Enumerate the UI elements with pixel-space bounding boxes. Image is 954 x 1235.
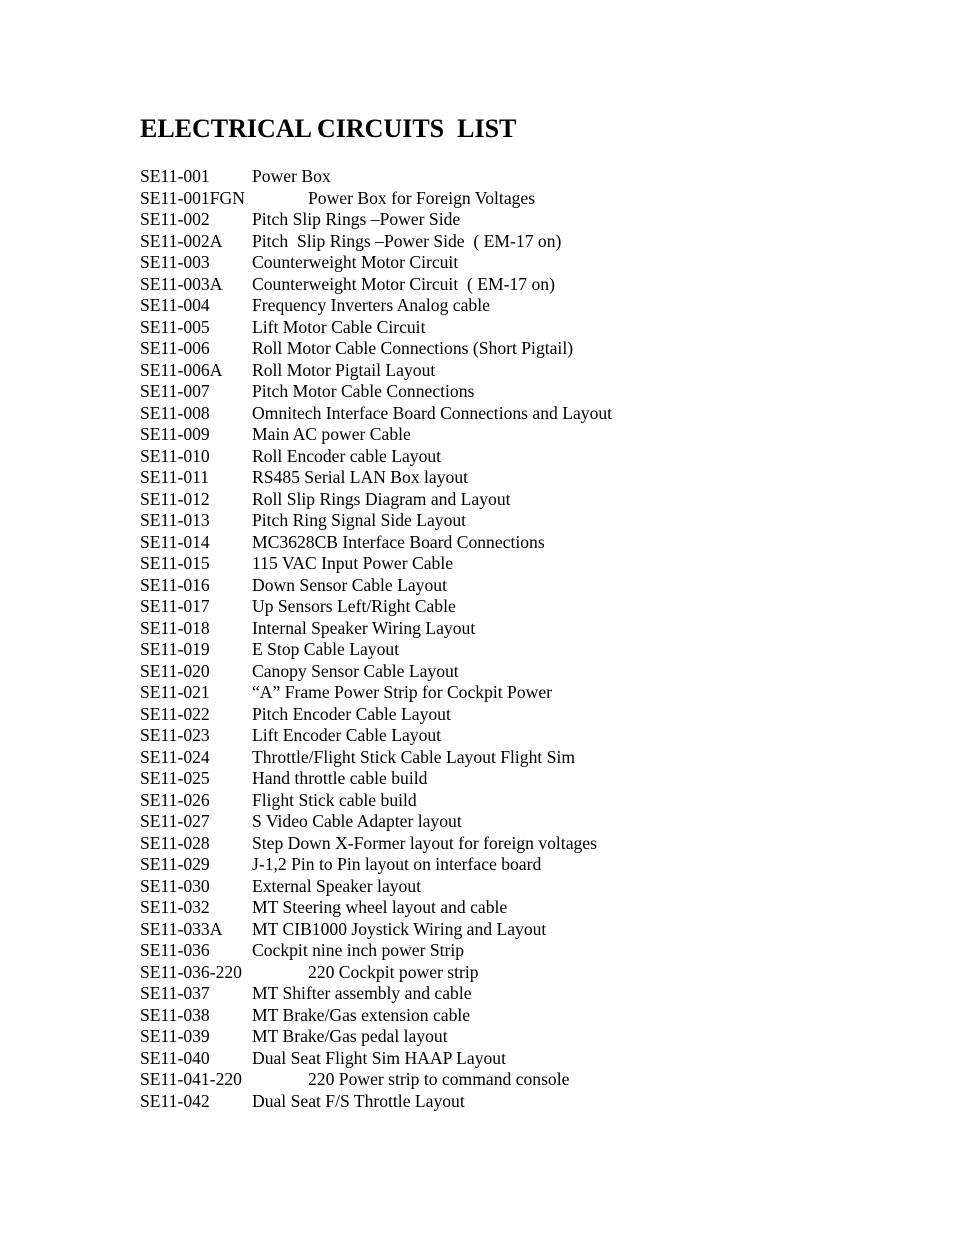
circuit-code: SE11-015 (140, 553, 210, 573)
circuit-description: Step Down X-Former layout for foreign voltages (252, 832, 597, 853)
circuit-code: SE11-036-220 (140, 961, 242, 982)
list-item (140, 553, 920, 575)
list-item (140, 467, 920, 489)
circuit-code: SE11-023 (140, 725, 210, 745)
circuit-description: Internal Speaker Wiring Layout (252, 617, 476, 638)
circuit-code: SE11-003 (140, 252, 210, 272)
circuit-code: SE11-017 (140, 596, 210, 616)
circuit-code: SE11-041-220 (140, 1069, 242, 1089)
circuit-code: SE11-006 (140, 338, 210, 358)
circuit-description: J-1,2 Pin to Pin layout on interface board (252, 854, 542, 874)
circuit-description: Down Sensor Cable Layout (252, 574, 447, 595)
circuit-code: SE11-012 (140, 488, 210, 509)
list-item (140, 1026, 920, 1048)
circuit-description: Lift Encoder Cable Layout (252, 725, 442, 745)
list-item (140, 811, 920, 833)
circuit-description: Main AC power Cable (252, 424, 411, 444)
circuit-description: MT Shifter assembly and cable (252, 983, 472, 1003)
circuit-code: SE11-033A (140, 918, 223, 939)
circuit-description: Pitch Slip Rings –Power Side (252, 209, 461, 229)
circuit-description: Power Box for Foreign Voltages (308, 187, 536, 208)
circuit-code: SE11-025 (140, 768, 210, 788)
circuit-code: SE11-006A (140, 359, 223, 380)
list-item (140, 596, 920, 618)
list-item (140, 854, 920, 876)
circuit-description: Throttle/Flight Stick Cable Layout Flight Sim (252, 746, 576, 767)
list-item (140, 274, 920, 296)
circuit-description: Pitch Encoder Cable Layout (252, 703, 451, 724)
circuit-description: External Speaker layout (252, 875, 422, 896)
circuit-description: MT Brake/Gas extension cable (252, 1004, 471, 1025)
circuit-code: SE11-016 (140, 574, 210, 595)
circuit-description: Dual Seat F/S Throttle Layout (252, 1090, 465, 1111)
circuit-description: Roll Encoder cable Layout (252, 445, 442, 466)
list-item (140, 166, 920, 188)
list-item (140, 661, 920, 683)
circuit-code: SE11-040 (140, 1047, 210, 1068)
list-item (140, 403, 920, 425)
list-item (140, 188, 920, 210)
circuit-description: Power Box (252, 166, 331, 186)
list-item (140, 1005, 920, 1027)
circuit-description: MT Brake/Gas pedal layout (252, 1026, 448, 1046)
circuit-description: RS485 Serial LAN Box layout (252, 467, 469, 487)
list-item (140, 833, 920, 855)
list-item (140, 424, 920, 446)
list-item (140, 532, 920, 554)
list-item (140, 360, 920, 382)
list-item (140, 295, 920, 317)
list-item (140, 1048, 920, 1070)
circuit-code: SE11-037 (140, 983, 210, 1003)
circuit-code: SE11-009 (140, 424, 210, 444)
circuit-description: Cockpit nine inch power Strip (252, 940, 465, 960)
list-item (140, 618, 920, 640)
circuit-description: Counterweight Motor Circuit ( EM-17 on) (252, 273, 555, 294)
circuit-code: SE11-039 (140, 1026, 210, 1046)
circuit-code: SE11-014 (140, 531, 210, 552)
list-item (140, 725, 920, 747)
circuit-list (140, 166, 920, 1112)
list-item (140, 790, 920, 812)
circuit-description: Canopy Sensor Cable Layout (252, 660, 459, 681)
circuit-code: SE11-024 (140, 746, 210, 767)
list-item (140, 317, 920, 339)
circuit-description: Counterweight Motor Circuit (252, 252, 459, 272)
circuit-code: SE11-032 (140, 897, 210, 917)
circuit-description: Hand throttle cable build (252, 768, 428, 788)
circuit-code: SE11-002A (140, 230, 223, 251)
list-item (140, 489, 920, 511)
circuit-description: Roll Slip Rings Diagram and Layout (252, 488, 511, 509)
circuit-description: MC3628CB Interface Board Connections (252, 531, 545, 552)
list-item (140, 252, 920, 274)
list-item (140, 338, 920, 360)
list-item (140, 575, 920, 597)
circuit-code: SE11-004 (140, 295, 210, 315)
list-item (140, 209, 920, 231)
list-item (140, 381, 920, 403)
circuit-code: SE11-002 (140, 209, 210, 229)
circuit-code: SE11-019 (140, 639, 210, 659)
circuit-code: SE11-028 (140, 832, 210, 853)
circuit-code: SE11-027 (140, 811, 210, 831)
circuit-description: E Stop Cable Layout (252, 639, 400, 659)
list-item (140, 876, 920, 898)
circuit-code: SE11-005 (140, 316, 210, 337)
circuit-code: SE11-026 (140, 789, 210, 810)
list-item (140, 983, 920, 1005)
circuit-code: SE11-038 (140, 1004, 210, 1025)
circuit-description: Roll Motor Cable Connections (Short Pigtail) (252, 338, 574, 358)
circuit-description: S Video Cable Adapter layout (252, 811, 462, 831)
circuit-code: SE11-011 (140, 467, 210, 487)
circuit-description: Pitch Slip Rings –Power Side ( EM-17 on) (252, 230, 562, 251)
circuit-code: SE11-007 (140, 381, 210, 401)
circuit-description: Omnitech Interface Board Connections and Layout (252, 402, 613, 423)
circuit-code: SE11-018 (140, 617, 210, 638)
circuit-description: Frequency Inverters Analog cable (252, 295, 490, 315)
circuit-description: 115 VAC Input Power Cable (252, 553, 454, 573)
list-item (140, 510, 920, 532)
circuit-code: SE11-001 (140, 166, 210, 186)
circuit-description: Pitch Motor Cable Connections (252, 381, 475, 401)
circuit-code: SE11-042 (140, 1090, 210, 1111)
circuit-description: 220 Cockpit power strip (308, 961, 479, 982)
circuit-description: 220 Power strip to command console (308, 1069, 570, 1089)
circuit-description: Roll Motor Pigtail Layout (252, 359, 436, 380)
circuit-code: SE11-029 (140, 854, 210, 874)
circuit-description: Lift Motor Cable Circuit (252, 316, 426, 337)
circuit-code: SE11-008 (140, 402, 210, 423)
document-title: ELECTRICAL CIRCUITS LIST (140, 114, 517, 143)
list-item (140, 682, 920, 704)
list-item (140, 639, 920, 661)
list-item (140, 919, 920, 941)
list-item (140, 446, 920, 468)
list-item (140, 897, 920, 919)
circuit-description: Up Sensors Left/Right Cable (252, 596, 456, 616)
circuit-code: SE11-021 (140, 682, 210, 702)
circuit-description: Pitch Ring Signal Side Layout (252, 510, 467, 530)
list-item (140, 231, 920, 253)
circuit-code: SE11-022 (140, 703, 210, 724)
list-item (140, 940, 920, 962)
circuit-code: SE11-001FGN (140, 187, 245, 208)
circuit-code: SE11-010 (140, 445, 210, 466)
list-item (140, 768, 920, 790)
circuit-description: MT Steering wheel layout and cable (252, 897, 508, 917)
circuit-description: Flight Stick cable build (252, 789, 417, 810)
circuit-code: SE11-020 (140, 660, 210, 681)
circuit-description: “A” Frame Power Strip for Cockpit Power (252, 682, 553, 702)
circuit-code: SE11-003A (140, 273, 223, 294)
circuit-code: SE11-013 (140, 510, 210, 530)
list-item (140, 1069, 920, 1091)
circuit-description: MT CIB1000 Joystick Wiring and Layout (252, 918, 547, 939)
circuit-description: Dual Seat Flight Sim HAAP Layout (252, 1047, 506, 1068)
circuit-code: SE11-030 (140, 875, 210, 896)
list-item (140, 704, 920, 726)
list-item (140, 962, 920, 984)
circuit-code: SE11-036 (140, 940, 210, 960)
list-item (140, 1091, 920, 1113)
list-item (140, 747, 920, 769)
